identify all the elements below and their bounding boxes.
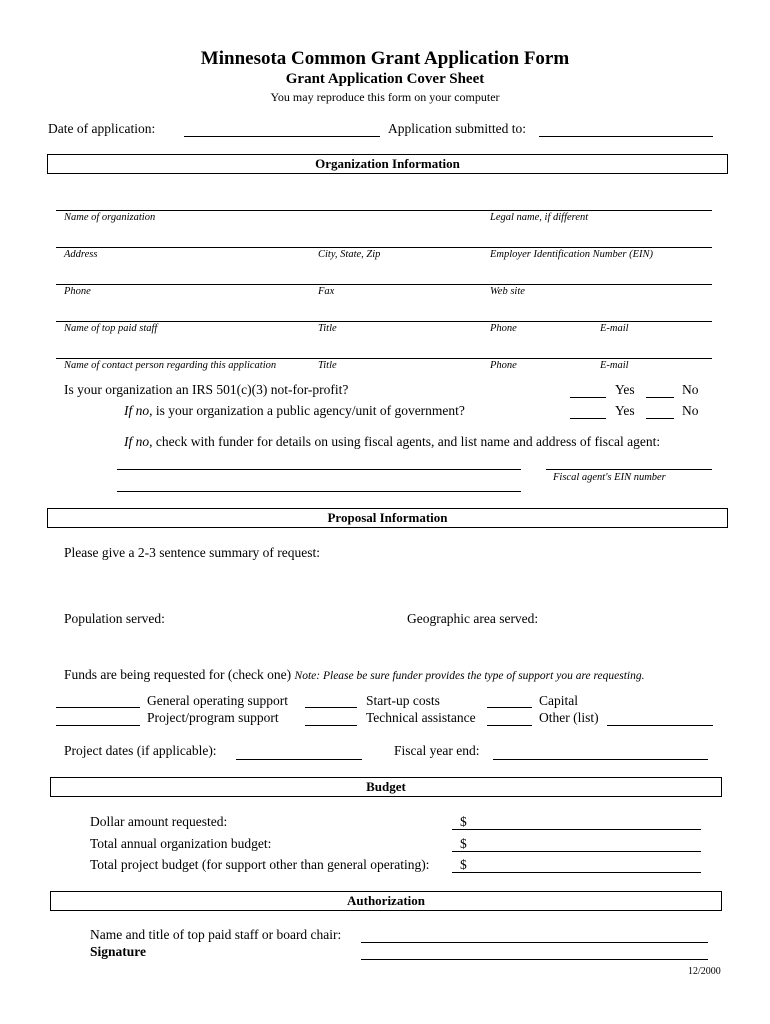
staff-email-label: E-mail xyxy=(600,323,629,334)
submitted-to-label: Application submitted to: xyxy=(388,121,526,136)
other-list-line[interactable] xyxy=(607,725,713,726)
org-row1-line[interactable] xyxy=(56,210,712,211)
funds-note: Note: Please be sure funder provides the type of support you are requesting. xyxy=(294,670,645,682)
website-label: Web site xyxy=(490,286,525,297)
org-row3-line[interactable] xyxy=(56,284,712,285)
budget-header: Budget xyxy=(50,777,722,797)
annual-budget-label: Total annual organization budget: xyxy=(90,836,272,851)
general-operating-label: General operating support xyxy=(147,693,288,708)
submitted-to-field[interactable] xyxy=(539,136,713,137)
funds-label-text: Funds are being requested for (check one) xyxy=(64,667,292,682)
name-title-label: Name and title of top paid staff or board chair: xyxy=(90,927,342,942)
project-budget-field[interactable] xyxy=(452,872,701,873)
fiscal-year-end-label: Fiscal year end: xyxy=(394,743,480,758)
if-no-text-2: If no xyxy=(124,434,150,449)
general-operating-blank[interactable] xyxy=(56,707,140,708)
public-agency-text: , is your organization a public agency/unit of government? xyxy=(149,403,465,418)
dollar-requested-label: Dollar amount requested: xyxy=(90,814,228,829)
org-row5-line[interactable] xyxy=(56,358,712,359)
agency-no-label: No xyxy=(682,403,699,418)
startup-blank[interactable] xyxy=(305,707,357,708)
proposal-information-header: Proposal Information xyxy=(47,508,728,528)
project-budget-currency: $ xyxy=(460,857,467,872)
organization-information-header: Organization Information xyxy=(47,154,728,174)
org-row4-line[interactable] xyxy=(56,321,712,322)
irs-no-label: No xyxy=(682,382,699,397)
other-label: Other (list) xyxy=(539,710,599,725)
fiscal-agent-ein-label: Fiscal agent's EIN number xyxy=(553,472,666,483)
capital-label: Capital xyxy=(539,693,578,708)
project-dates-label: Project dates (if applicable): xyxy=(64,743,217,758)
form-revision-date: 12/2000 xyxy=(688,966,721,977)
annual-budget-currency: $ xyxy=(460,836,467,851)
fiscal-agent-instruction xyxy=(124,434,660,450)
annual-budget-field[interactable] xyxy=(452,851,701,852)
date-of-application-field[interactable] xyxy=(184,136,380,137)
city-state-zip-label: City, State, Zip xyxy=(318,249,381,260)
signature-label: Signature xyxy=(90,944,147,959)
agency-no-blank[interactable] xyxy=(646,418,674,419)
dollar-requested-field[interactable] xyxy=(452,829,701,830)
population-served-label: Population served: xyxy=(64,611,165,626)
contact-person-label: Name of contact person regarding this application xyxy=(64,360,277,371)
funds-requested-label xyxy=(64,667,644,683)
form-title: Minnesota Common Grant Application Form xyxy=(200,48,570,69)
contact-title-label: Title xyxy=(318,360,337,371)
public-agency-question xyxy=(124,403,465,419)
agency-yes-blank[interactable] xyxy=(570,418,606,419)
organization-name-label: Name of organization xyxy=(64,212,156,223)
project-budget-label: Total project budget (for support other than general operating): xyxy=(90,857,430,872)
irs-question: Is your organization an IRS 501(c)(3) not-for-profit? xyxy=(64,382,349,397)
fax-label: Fax xyxy=(318,286,335,297)
reproduce-note: You may reproduce this form on your computer xyxy=(270,90,500,104)
contact-phone-label: Phone xyxy=(490,360,517,371)
staff-title-label: Title xyxy=(318,323,337,334)
irs-yes-label: Yes xyxy=(615,382,635,397)
other-blank[interactable] xyxy=(487,725,532,726)
authorization-header: Authorization xyxy=(50,891,722,911)
fiscal-agent-ein-line[interactable] xyxy=(546,469,712,470)
contact-email-label: E-mail xyxy=(600,360,629,371)
fiscal-agent-line-2[interactable] xyxy=(117,491,521,492)
agency-yes-label: Yes xyxy=(615,403,635,418)
if-no-text: If no xyxy=(124,403,150,418)
technical-blank[interactable] xyxy=(305,725,357,726)
irs-no-blank[interactable] xyxy=(646,397,674,398)
staff-phone-label: Phone xyxy=(490,323,517,334)
irs-yes-blank[interactable] xyxy=(570,397,606,398)
geographic-area-label: Geographic area served: xyxy=(407,611,539,626)
capital-blank[interactable] xyxy=(487,707,532,708)
project-program-label: Project/program support xyxy=(147,710,279,725)
name-title-field[interactable] xyxy=(361,942,708,943)
project-dates-field[interactable] xyxy=(236,759,362,760)
summary-label: Please give a 2-3 sentence summary of request: xyxy=(64,545,321,560)
form-subtitle: Grant Application Cover Sheet xyxy=(285,71,485,87)
project-program-blank[interactable] xyxy=(56,725,140,726)
date-of-application-label: Date of application: xyxy=(48,121,156,136)
phone-label: Phone xyxy=(64,286,91,297)
dollar-requested-currency: $ xyxy=(460,814,467,829)
legal-name-label: Legal name, if different xyxy=(490,212,589,223)
fiscal-year-end-field[interactable] xyxy=(493,759,708,760)
address-label: Address xyxy=(64,249,98,260)
fiscal-agent-text: , check with funder for details on using fiscal agents, and list name and address of fiscal agent: xyxy=(149,434,661,449)
fiscal-agent-line-1[interactable] xyxy=(117,469,521,470)
startup-label: Start-up costs xyxy=(366,693,440,708)
technical-label: Technical assistance xyxy=(366,710,476,725)
org-row2-line[interactable] xyxy=(56,247,712,248)
ein-label: Employer Identification Number (EIN) xyxy=(490,249,654,260)
signature-field[interactable] xyxy=(361,959,708,960)
top-paid-staff-label: Name of top paid staff xyxy=(64,323,158,334)
